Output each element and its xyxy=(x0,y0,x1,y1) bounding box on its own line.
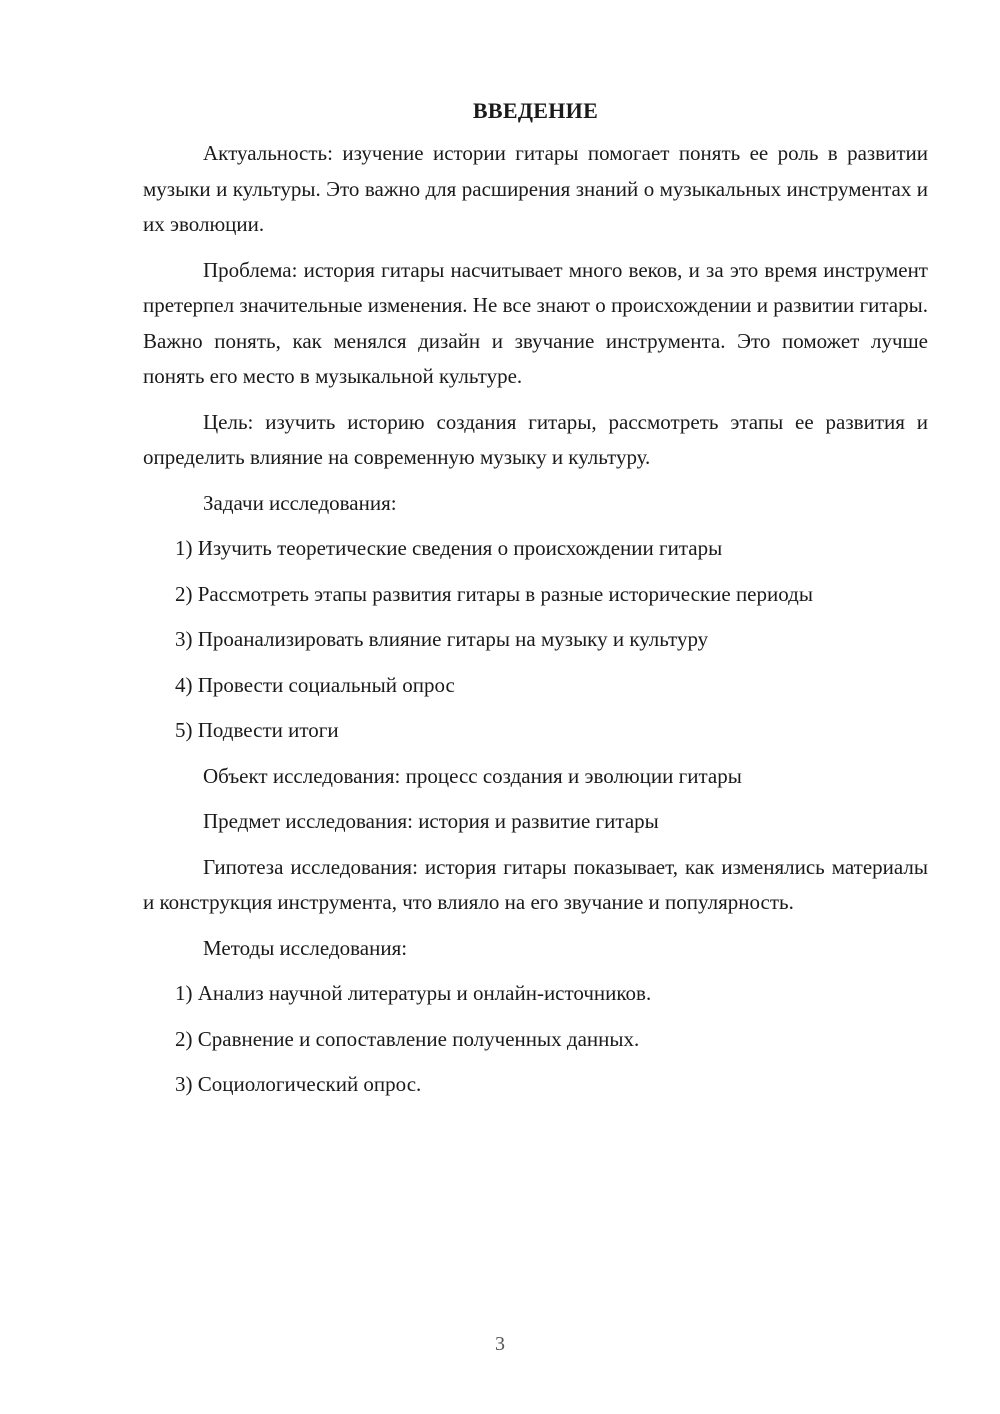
methods-heading: Методы исследования: xyxy=(203,935,408,960)
task-item-1: 1) Изучить теоретические сведения о происхождении гитары xyxy=(175,536,723,560)
tasks-heading: Задачи исследования: xyxy=(203,490,397,515)
task-item-5: 5) Подвести итоги xyxy=(175,718,339,742)
document-page xyxy=(143,96,928,1113)
object-paragraph: Объект исследования: процесс создания и эволюции гитары xyxy=(203,763,742,788)
relevance-paragraph: Актуальность: изучение истории гитары помогает понять ее роль в развитии музыки и культуры. Это важно для расширения знаний о музыкальных инструментах и их эволюции. xyxy=(143,141,928,236)
problem-paragraph: Проблема: история гитары насчитывает много веков, и за это время инструмент претерпел значительные изменения. Не все знают о происхождении и развитии гитары. Важно понять, как менялся дизайн и звучание инструмента. Это поможет лучше понять его место в музыкальной культуре. xyxy=(143,257,928,388)
goal-paragraph: Цель: изучить историю создания гитары, рассмотреть этапы ее развития и определить влияние на современную музыку и культуру. xyxy=(143,409,928,469)
subject-paragraph: Предмет исследования: история и развитие гитары xyxy=(203,809,659,833)
method-item-3: 3) Социологический опрос. xyxy=(175,1072,422,1096)
page-number: 3 xyxy=(495,1333,505,1355)
page-title: ВВЕДЕНИЕ xyxy=(472,98,599,123)
hypothesis-paragraph: Гипотеза исследования: история гитары показывает, как изменялись материалы и конструкция инструмента, что влияло на его звучание и популярность. xyxy=(143,854,928,914)
task-item-4: 4) Провести социальный опрос xyxy=(175,672,455,697)
method-item-1: 1) Анализ научной литературы и онлайн-источников. xyxy=(175,981,652,1005)
task-item-2: 2) Рассмотреть этапы развития гитары в разные исторические периоды xyxy=(175,581,813,606)
method-item-2: 2) Сравнение и сопоставление полученных данных. xyxy=(175,1026,640,1051)
task-item-3: 3) Проанализировать влияние гитары на музыку и культуру xyxy=(175,627,709,651)
